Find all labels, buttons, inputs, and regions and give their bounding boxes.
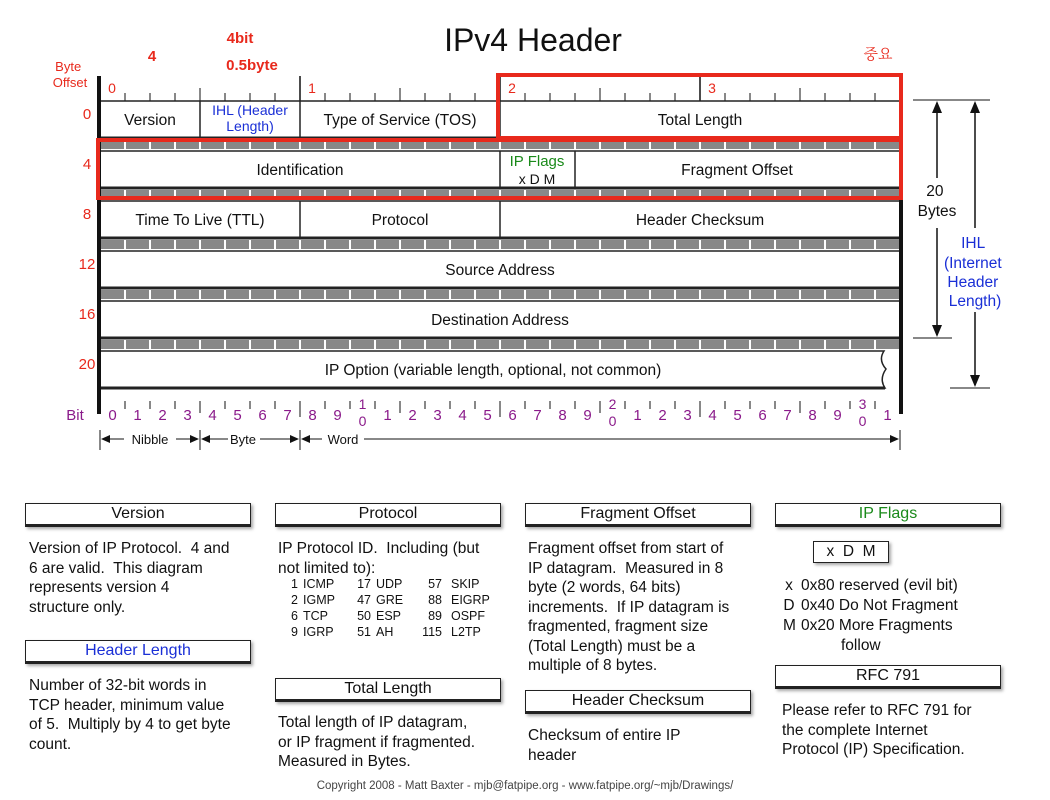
gap-2-gap-cell [626,240,649,249]
annotation-bits: 4bit [226,30,254,47]
diagram-title: IPv4 Header [444,22,622,58]
gap-2-gap-cell [751,240,774,249]
card-version-body [29,539,259,617]
ip-flag-text: 0x80 reserved (evil bit) [801,577,958,594]
gap-4-gap-cell [876,340,899,349]
gap-4-gap-cell [526,340,549,349]
gap-4-gap-cell [501,340,524,349]
gap-4-gap-cell [776,340,799,349]
label-ihl-side [944,235,1006,310]
gap-2-gap-cell [176,240,199,249]
gap-4-gap-cell [176,340,199,349]
gap-2-gap-cell [701,240,724,249]
protocol-number: 89 [428,609,442,623]
scale-nibble-arrow-left [101,435,110,443]
byte-offset-line-1: Byte [55,59,82,74]
gap-2-gap-cell [101,240,124,249]
gap-3-gap-cell [251,290,274,299]
body-line: Version of IP Protocol. 4 and [29,540,230,557]
bit-number: 1 [133,407,142,424]
gap-3-gap-cell [801,290,824,299]
protocol-number: 2 [291,593,298,607]
header-rows [100,101,900,388]
card-header-checksum-title: Header Checksum [525,690,751,714]
gap-4-gap-cell [851,340,874,349]
bit-number-line: 1 [358,396,367,412]
gap-2-gap-cell [576,240,599,249]
gap-2-gap-cell [476,240,499,249]
row-offset: 16 [78,306,96,323]
scale-nibble-label: Nibble [131,432,169,447]
field-fragment-offset: Fragment Offset [681,162,793,179]
gap-3-gap-cell [626,290,649,299]
body-line: Please refer to RFC 791 for [782,702,972,719]
field-ip-option: IP Option (variable length, optional, not common) [324,362,662,379]
bit-number: 8 [308,407,317,424]
card-header-length-body [29,676,259,754]
ip-flag-code: D [783,597,795,614]
gap-4-gap-cell [251,340,274,349]
copyright: Copyright 2008 - Matt Baxter - mjb@fatpipe.org - www.fatpipe.org/~mjb/Drawings/ [316,780,734,792]
bit-number-line: 0 [358,413,367,429]
card-protocol-title: Protocol [275,503,501,527]
protocol-name: AH [376,625,394,639]
protocol-name: OSPF [451,609,486,623]
row-offset: 8 [82,206,92,223]
gap-2-gap-cell [201,240,224,249]
field-ihl-line: IHL (Header [212,102,288,118]
bit-number: 4 [458,407,467,424]
protocol-name: EIGRP [451,593,490,607]
ip-flag-code: x [785,577,793,594]
gap-2-gap-cell [651,240,674,249]
body-line: byte (2 words, 64 bits) [528,579,681,596]
gap-4-gap-cell [426,340,449,349]
protocol-number: 17 [357,577,371,591]
bit-number: 5 [233,407,242,424]
bit-number: 1 [883,407,892,424]
body-line: Checksum of entire IP [528,727,681,744]
label-20-bytes [918,183,957,220]
bracket-20-arrowhead-up [932,101,942,113]
gap-4-gap-cell [401,340,424,349]
gap-3-gap-cell [301,290,324,299]
gap-2-gap-cell [601,240,624,249]
field-ip-flags: IP Flags [509,153,565,170]
gap-3-gap-cell [476,290,499,299]
bit-number: 3 [433,407,442,424]
field-total-length: Total Length [657,112,743,129]
protocol-name: IGMP [303,593,335,607]
field-version: Version [124,112,176,129]
body-line: fragmented, fragment size [528,618,709,635]
byte-marker: 1 [308,80,316,96]
body-line: count. [29,735,72,753]
bit-number: 5 [483,407,492,424]
ip-flags-box: x D M [813,541,889,563]
scale-byte-arrow-right [290,435,299,443]
gap-3-gap-cell [676,290,699,299]
gap-2-gap-cell [501,240,524,249]
bit-number [359,396,367,429]
gap-4-gap-cell [651,340,674,349]
protocol-name: SKIP [451,577,480,591]
row-offset: 12 [78,256,96,273]
card-fragment-offset-body [528,539,758,676]
gap-2-gap-cell [676,240,699,249]
field-identification: Identification [256,162,344,179]
gap-4-gap-cell [626,340,649,349]
gap-4-gap-cell [126,340,149,349]
gap-2-gap-cell [351,240,374,249]
protocol-number: 50 [357,609,371,623]
body-line: Measured in Bytes. [278,753,411,770]
gap-4-gap-cell [151,340,174,349]
field-destination-address: Destination Address [431,312,569,329]
protocol-number: 1 [291,577,298,591]
label-20-bytes-line-1: 20 [926,183,944,200]
row-offset: 0 [82,106,92,123]
gap-3-gap-cell [651,290,674,299]
bit-number: 7 [283,407,292,424]
gap-3-gap-cell [751,290,774,299]
gap-3-gap-cell [351,290,374,299]
body-line: Fragment offset from start of [528,540,724,557]
protocol-name: IGRP [303,625,334,639]
protocol-number: 47 [357,593,371,607]
card-total-length-body [278,713,508,772]
bracket-20-arrowhead-down [932,325,942,337]
bit-number: 8 [558,407,567,424]
gap-3-gap-cell [851,290,874,299]
gap-2-gap-cell [401,240,424,249]
gap-3-gap-cell [126,290,149,299]
card-protocol-body [278,539,508,578]
gap-3-gap-cell [726,290,749,299]
protocol-table [278,576,508,644]
body-line: TCP header, minimum value [29,696,225,714]
body-line: 6 are valid. This diagram [29,559,203,577]
protocol-name: GRE [376,593,404,607]
gap-3-gap-cell [276,290,299,299]
gap-3-gap-cell [226,290,249,299]
field-ttl: Time To Live (TTL) [135,212,265,229]
annotation-important: 중요 [863,46,893,63]
bit-number [859,396,867,429]
protocol-name: ESP [376,609,402,623]
gap-3-gap-cell [101,290,124,299]
gap-3-gap-cell [701,290,724,299]
gap-4-gap-cell [551,340,574,349]
ip-flag-text: follow [841,636,881,654]
byte-offset-label [53,59,88,90]
bit-number: 9 [583,407,592,424]
gap-3-gap-cell [426,290,449,299]
body-line: header [528,746,577,764]
field-protocol: Protocol [371,212,429,229]
bit-number: 1 [633,407,642,424]
protocol-name: TCP [303,609,328,623]
bracket-ihl-arrowhead-up [970,101,980,113]
bit-number [609,396,617,429]
ip-flag-text: 0x20 More Fragments [801,617,953,634]
card-header-length-title: Header Length [25,640,251,664]
card-rfc-title: RFC 791 [775,665,1001,689]
protocol-name: UDP [376,577,403,591]
bit-label: Bit [66,407,84,424]
gap-4-gap-cell [451,340,474,349]
gap-2-gap-cell [801,240,824,249]
gap-2-gap-cell [326,240,349,249]
ip-flag-code: M [783,617,796,634]
bit-number: 9 [833,407,842,424]
gap-3-gap-cell [551,290,574,299]
gap-3-gap-cell [776,290,799,299]
body-line: represents version 4 [29,579,170,596]
field-tos: Type of Service (TOS) [323,112,477,129]
body-line: or IP fragment if fragmented. [278,733,476,751]
scale-word-arrow-right [890,435,899,443]
gap-2-gap-cell [376,240,399,249]
bit-number: 0 [108,407,117,424]
gap-2-gap-cell [726,240,749,249]
gap-2-gap-cell [226,240,249,249]
card-ip-flags-title: IP Flags [775,503,1001,527]
protocol-number: 51 [357,625,371,639]
body-line: IP Protocol ID. Including (but [278,540,480,557]
label-ihl-side-line-2: (Internet [943,255,1002,272]
gap-4-gap-cell [751,340,774,349]
bit-number-line: 3 [858,396,867,412]
bit-number-line: 2 [608,396,617,412]
gap-2-gap-cell [526,240,549,249]
bit-number: 6 [508,407,517,424]
bit-number: 4 [208,407,217,424]
gap-2-gap-cell [126,240,149,249]
gap-3-gap-cell [326,290,349,299]
byte-offset-line-2: Offset [52,75,88,90]
gap-3-gap-cell [876,290,899,299]
bit-number: 6 [758,407,767,424]
gap-3-gap-cell [176,290,199,299]
gap-4-gap-cell [801,340,824,349]
row-offsets [79,106,96,373]
byte-marker: 0 [108,80,116,96]
bit-number: 2 [658,407,667,424]
gap-3-gap-cell [501,290,524,299]
body-line: the complete Internet [782,721,928,739]
protocol-name: L2TP [451,625,481,639]
bit-number: 7 [783,407,792,424]
bit-number: 8 [808,407,817,424]
gap-4-gap-cell [476,340,499,349]
gap-2-gap-cell [826,240,849,249]
gap-3-gap-cell [526,290,549,299]
gap-4-gap-cell [376,340,399,349]
field-source-address: Source Address [445,262,555,279]
byte-marker: 2 [508,80,516,96]
body-line: (Total Length) must be a [528,637,696,655]
bit-number: 6 [258,407,267,424]
gap-4-gap-cell [326,340,349,349]
label-ihl-side-line-3: Header [947,274,999,291]
gap-2-gap-cell [451,240,474,249]
body-line: not limited to): [278,559,376,577]
gap-2-gap-cell [851,240,874,249]
scale-byte-arrow-left [201,435,210,443]
gap-2-gap-cell [151,240,174,249]
protocol-number: 9 [291,625,298,639]
bracket-ihl-arrowhead-down [970,375,980,387]
gap-3-gap-cell [401,290,424,299]
bit-number: 3 [183,407,192,424]
label-20-bytes-line-2: Bytes [917,203,957,220]
bit-number: 1 [383,407,392,424]
body-line: IP datagram. Measured in 8 [528,559,724,577]
bit-number: 9 [333,407,342,424]
gap-2-gap-cell [251,240,274,249]
gap-4-gap-cell [276,340,299,349]
gap-4-gap-cell [676,340,699,349]
protocol-name: ICMP [303,577,335,591]
card-total-length-title: Total Length [275,678,501,702]
gap-3-gap-cell [576,290,599,299]
row-offset: 4 [82,156,92,173]
bit-number: 3 [683,407,692,424]
row-offset: 20 [78,356,96,373]
bit-number: 7 [533,407,542,424]
bit-number: 4 [708,407,717,424]
body-line: Number of 32-bit words in [29,677,207,694]
gap-2-gap-cell [276,240,299,249]
label-ihl-side-line-1: IHL [961,235,985,252]
bit-number-line: 0 [858,413,867,429]
body-line: multiple of 8 bytes. [528,657,658,674]
gap-4-gap-cell [826,340,849,349]
card-rfc-body [782,701,1012,760]
card-version-title: Version [25,503,251,527]
gap-2-gap-cell [426,240,449,249]
gap-4-gap-cell [226,340,249,349]
body-line: Total length of IP datagram, [278,714,468,731]
bit-number: 2 [158,407,167,424]
gap-4-gap-cell [201,340,224,349]
gap-4-gap-cell [301,340,324,349]
bit-number: 2 [408,407,417,424]
gap-2-gap-cell [876,240,899,249]
field-ihl-line: Length) [226,118,274,134]
card-header-checksum-body [528,726,758,765]
gap-4-gap-cell [701,340,724,349]
bit-number: 5 [733,407,742,424]
gap-2-gap-cell [551,240,574,249]
byte-marker: 3 [708,80,716,96]
gap-3-gap-cell [826,290,849,299]
gap-3-gap-cell [601,290,624,299]
body-line: of 5. Multiply by 4 to get byte [29,716,231,733]
scale-nibble-arrow-right [190,435,199,443]
protocol-number: 88 [428,593,442,607]
gap-4-gap-cell [576,340,599,349]
field-ip-flags-bits: x D M [518,171,556,187]
gap-2-gap-cell [301,240,324,249]
gap-4-gap-cell [351,340,374,349]
ip-flag-text: 0x40 Do Not Fragment [801,597,958,614]
gap-4-gap-cell [726,340,749,349]
body-line: increments. If IP datagram is [528,598,730,616]
scale-word-arrow-left [301,435,310,443]
annotation-nibble-count: 4 [147,48,157,65]
protocol-number: 115 [422,625,442,639]
body-line: Protocol (IP) Specification. [782,741,965,758]
gap-4-gap-cell [601,340,624,349]
gap-3-gap-cell [376,290,399,299]
scale-legend [100,430,900,450]
protocol-number: 6 [291,609,298,623]
gap-3-gap-cell [451,290,474,299]
scale-byte-label: Byte [229,432,257,447]
scale-word-label: Word [327,432,359,447]
gap-3-gap-cell [151,290,174,299]
gap-3-gap-cell [201,290,224,299]
body-line: structure only. [29,598,126,616]
bit-number-line: 0 [608,413,617,429]
protocol-number: 57 [428,577,442,591]
gap-4-gap-cell [101,340,124,349]
field-header-checksum: Header Checksum [635,212,765,229]
card-fragment-offset-title: Fragment Offset [525,503,751,527]
label-ihl-side-line-4: Length) [948,293,1002,310]
gap-2-gap-cell [776,240,799,249]
annotation-bytes: 0.5byte [226,57,278,74]
